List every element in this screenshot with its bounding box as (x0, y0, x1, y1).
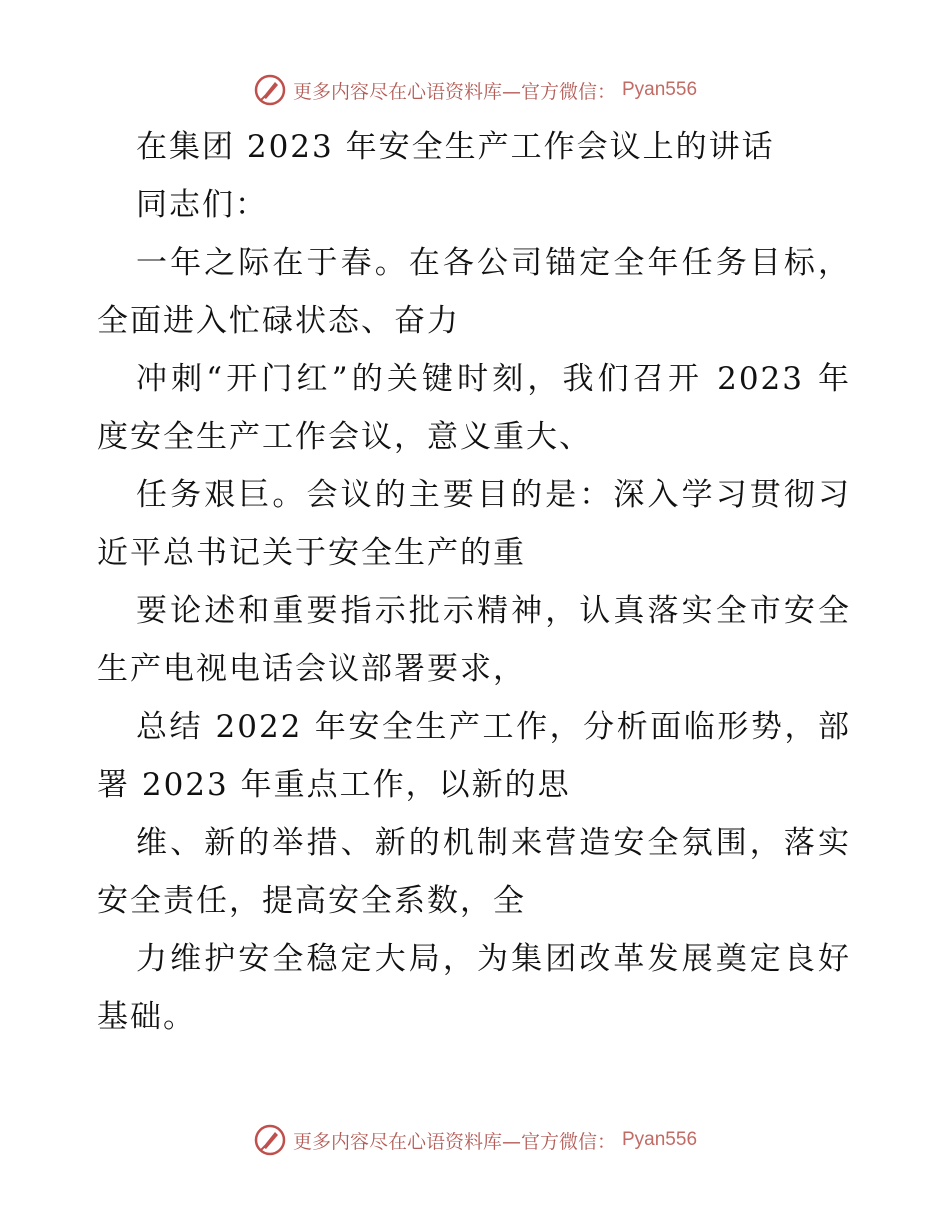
paragraph-line: 度安全生产工作会议，意义重大、 (97, 419, 592, 455)
paragraph-line: 近平总书记关于安全生产的重 (97, 535, 526, 571)
paragraph-line: 安全责任，提高安全系数，全 (97, 883, 526, 919)
quill-logo-icon (253, 73, 287, 107)
salutation: 同志们： (136, 187, 268, 223)
watermark-wechat-id: Pyan556 (622, 79, 698, 100)
paragraph-line: 力维护安全稳定大局，为集团改革发展奠定良好 (136, 941, 851, 977)
paragraph-line: 基础。 (97, 999, 196, 1035)
paragraph-line: 维、新的举措、新的机制来营造安全氛围，落实 (136, 825, 851, 861)
paragraph-line: 冲刺“开门红”的关键时刻，我们召开 2023 年 (136, 361, 851, 397)
document-body (97, 118, 857, 1046)
watermark-text: 更多内容尽在心语资料库—官方微信： (292, 80, 616, 103)
document-title: 在集团 2023 年安全生产工作会议上的讲话 (136, 129, 775, 165)
paragraph-line: 署 2023 年重点工作，以新的思 (97, 767, 571, 803)
watermark-wechat-id: Pyan556 (622, 1129, 698, 1150)
paragraph-line: 总结 2022 年安全生产工作，分析面临形势，部 (136, 709, 851, 745)
watermark-text: 更多内容尽在心语资料库—官方微信： (292, 1130, 616, 1153)
header-watermark (0, 70, 950, 110)
quill-logo-icon (253, 1123, 287, 1157)
footer-watermark (0, 1120, 950, 1160)
paragraph-line: 生产电视电话会议部署要求， (97, 651, 526, 687)
paragraph-line: 全面进入忙碌状态、奋力 (97, 303, 460, 339)
paragraph-line: 任务艰巨。会议的主要目的是：深入学习贯彻习 (136, 477, 851, 513)
paragraph-line: 要论述和重要指示批示精神，认真落实全市安全 (136, 593, 851, 629)
paragraph-line: 一年之际在于春。在各公司锚定全年任务目标， (136, 245, 851, 281)
